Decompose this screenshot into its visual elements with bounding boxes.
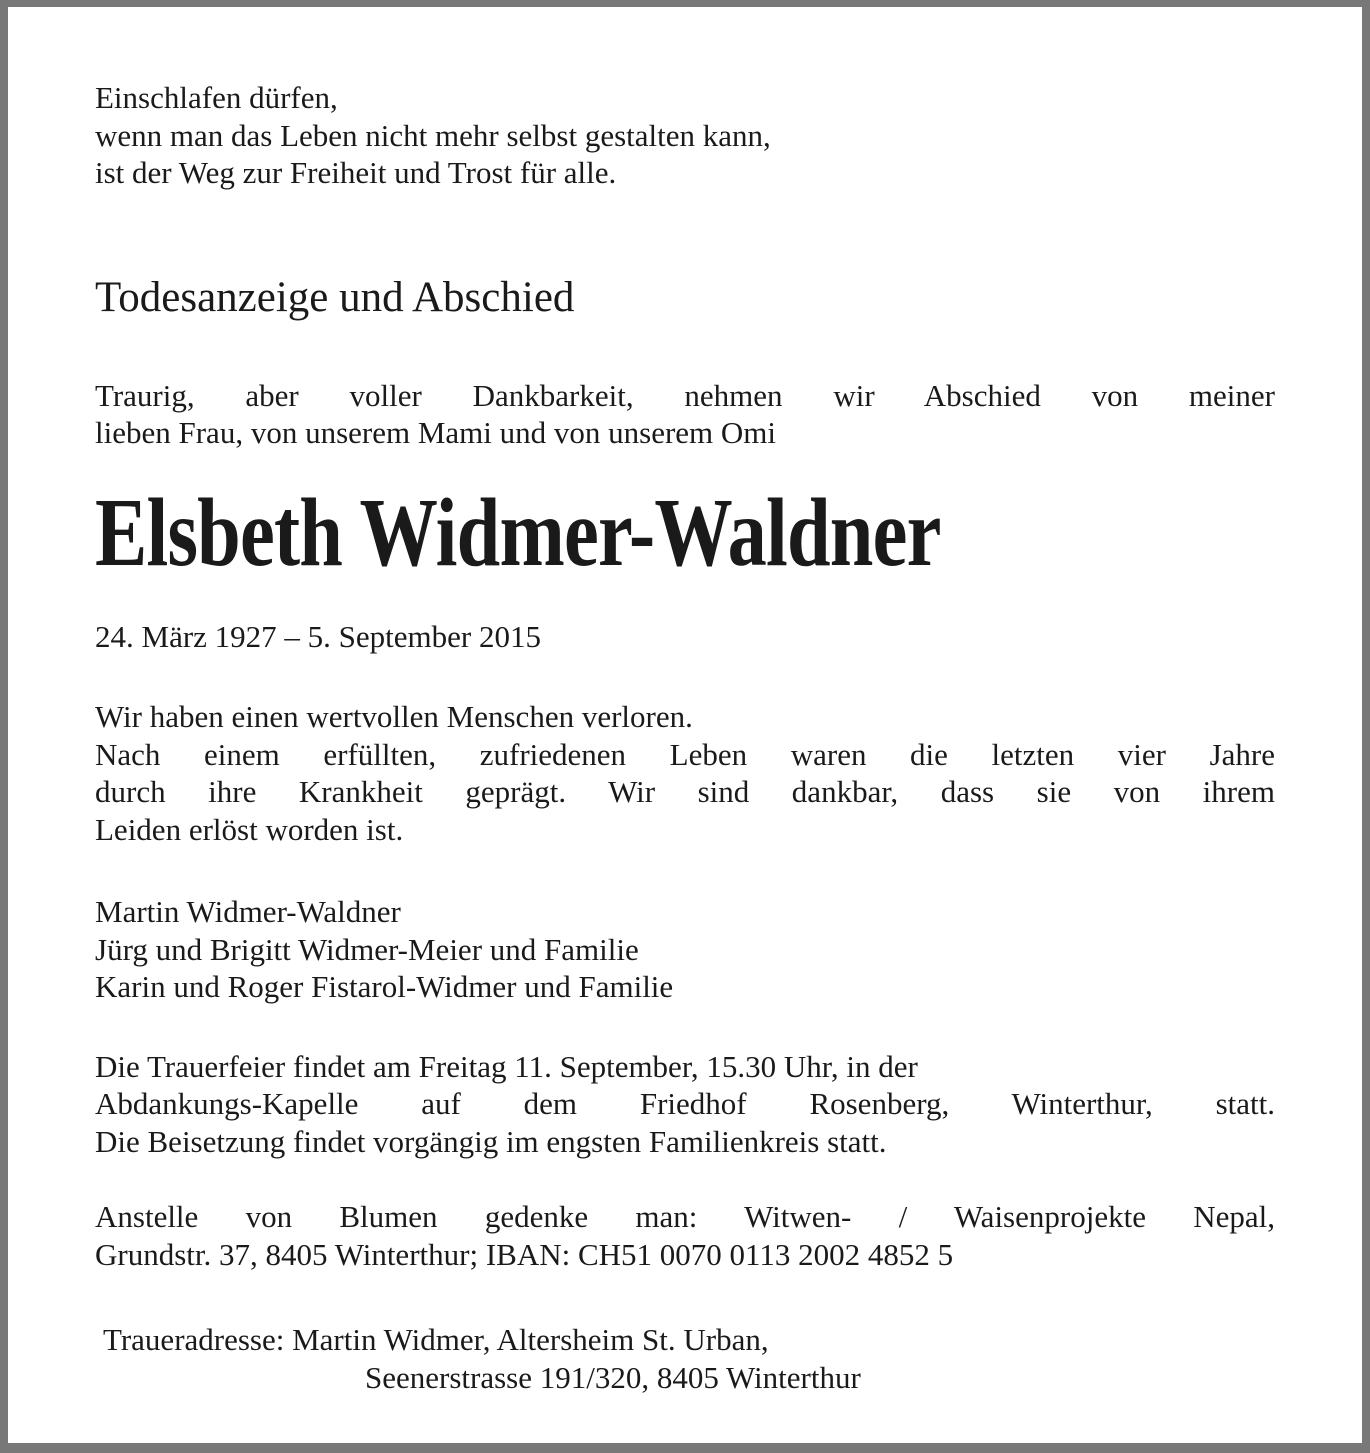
tribute-line: durch ihre Krankheit geprägt. Wir sind dankbar, dass sie von ihrem: [95, 774, 1275, 809]
service-line: Die Trauerfeier findet am Freitag 11. September, 15.30 Uhr, in der: [95, 1048, 918, 1084]
family-list: [95, 893, 1275, 1006]
intro-paragraph: [95, 377, 1275, 452]
tribute-line: Leiden erlöst worden ist.: [95, 811, 404, 847]
donation-line: Grundstr. 37, 8405 Winterthur; IBAN: CH51 0070 0113 2002 4852 5: [95, 1236, 954, 1272]
notice-title: Todesanzeige und Abschied: [95, 273, 575, 321]
verse-line: Einschlafen dürfen,: [95, 80, 338, 115]
service-line: Abdankungs-Kapelle auf dem Friedhof Rosenberg, Winterthur, statt.: [95, 1086, 1275, 1121]
intro-line: lieben Frau, von unserem Mami und von unserem Omi: [95, 415, 777, 450]
deceased-name-block: [95, 478, 1275, 603]
opening-verse: [95, 79, 1275, 192]
verse-line: ist der Weg zur Freiheit und Trost für alle.: [95, 155, 617, 190]
address-line: Traueradresse: Martin Widmer, Altersheim St. Urban,: [103, 1322, 769, 1357]
donation-info: [95, 1198, 1275, 1273]
family-member: Karin und Roger Fistarol-Widmer und Familie: [95, 969, 674, 1004]
family-member: Martin Widmer-Waldner: [95, 894, 401, 929]
life-dates: 24. März 1927 – 5. September 2015: [95, 618, 541, 654]
donation-line: Anstelle von Blumen gedenke man: Witwen- / Waisenprojekte Nepal,: [95, 1199, 1275, 1234]
deceased-name: Elsbeth Widmer-Waldner: [95, 478, 941, 587]
intro-line: Traurig, aber voller Dankbarkeit, nehmen wir Abschied von meiner: [95, 377, 1275, 413]
tribute-line: Wir haben einen wertvollen Menschen verloren.: [95, 699, 693, 734]
service-line: Die Beisetzung findet vorgängig im engsten Familienkreis statt.: [95, 1123, 887, 1159]
mourning-address: [95, 1321, 1275, 1396]
tribute-paragraph: [95, 698, 1275, 848]
service-details: [95, 1048, 1275, 1161]
tribute-line: Nach einem erfüllten, zufriedenen Leben waren die letzten vier Jahre: [95, 736, 1275, 772]
address-line: Seenerstrasse 191/320, 8405 Winterthur: [365, 1359, 861, 1395]
family-member: Jürg und Brigitt Widmer-Meier und Familie: [95, 931, 639, 967]
verse-line: wenn man das Leben nicht mehr selbst gestalten kann,: [95, 117, 771, 153]
